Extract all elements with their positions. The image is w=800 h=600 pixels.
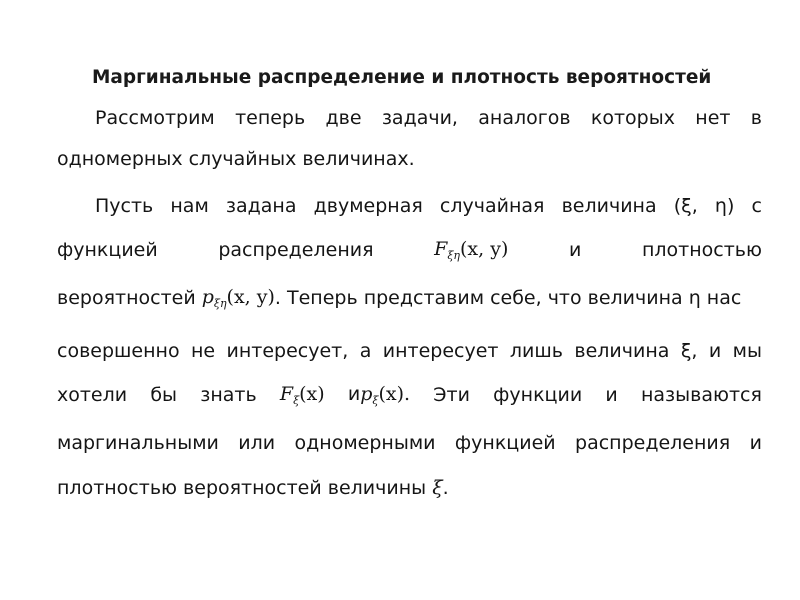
word: функцией bbox=[454, 432, 556, 454]
text-segment: . Теперь представим себе, что величина η нас bbox=[274, 287, 742, 309]
paragraph-2-line-3 bbox=[57, 280, 762, 316]
formula-args: (x) bbox=[299, 383, 325, 405]
word: Эти bbox=[433, 384, 470, 406]
text-segment: плотностью вероятностей величины bbox=[57, 477, 433, 499]
word: величина bbox=[561, 195, 657, 217]
word: аналогов bbox=[478, 107, 571, 129]
formula-base: p bbox=[360, 383, 373, 405]
word: и bbox=[605, 384, 618, 406]
paragraph-2-line-1 bbox=[95, 188, 762, 224]
word: нет bbox=[695, 107, 731, 129]
formula-base: F bbox=[434, 238, 448, 260]
word: функции bbox=[493, 384, 583, 406]
word: совершенно bbox=[57, 340, 180, 362]
word: или bbox=[238, 432, 276, 454]
formula-subscript: ξ bbox=[293, 394, 300, 407]
word: нам bbox=[170, 195, 209, 217]
word: двумерная bbox=[313, 195, 423, 217]
word: знать bbox=[200, 384, 257, 406]
word-and-formula bbox=[348, 383, 410, 407]
word: а bbox=[359, 340, 372, 362]
text-segment: . bbox=[442, 477, 449, 499]
word: с bbox=[751, 195, 762, 217]
paragraph-2-line-7 bbox=[57, 470, 762, 506]
word: и bbox=[568, 239, 582, 261]
word: в bbox=[750, 107, 762, 129]
word: маргинальными bbox=[57, 432, 219, 454]
word: и bbox=[708, 340, 722, 362]
word: задачи, bbox=[381, 107, 458, 129]
word: одномерными bbox=[294, 432, 436, 454]
formula-subscript: ξ bbox=[372, 394, 379, 407]
formula-args: (x, y) bbox=[460, 238, 509, 260]
page-title: Маргинальные распределение и плотность вероятностей bbox=[92, 67, 712, 88]
text-line: одномерных случайных величинах. bbox=[57, 148, 415, 170]
word: и bbox=[749, 432, 762, 454]
word: называются bbox=[640, 384, 762, 406]
word: Рассмотрим bbox=[95, 107, 215, 129]
formula-args: (x, y) bbox=[226, 286, 275, 308]
word: плотностью bbox=[641, 239, 762, 261]
word: η) bbox=[714, 195, 735, 217]
formula-p-xi-eta bbox=[202, 286, 275, 310]
paragraph-2-line-2 bbox=[57, 232, 762, 268]
word: распределения bbox=[218, 239, 374, 261]
word: функцией bbox=[57, 239, 158, 261]
word: хотели bbox=[57, 384, 128, 406]
word: мы bbox=[732, 340, 762, 362]
paragraph-2-line-4 bbox=[57, 333, 762, 369]
word: лишь bbox=[509, 340, 563, 362]
formula-args: (x). bbox=[378, 383, 411, 405]
word: (ξ, bbox=[673, 195, 698, 217]
word: теперь bbox=[235, 107, 306, 129]
word: не bbox=[190, 340, 216, 362]
formula-base: F bbox=[279, 383, 294, 405]
formula-base: p bbox=[201, 286, 214, 308]
word: задана bbox=[225, 195, 297, 217]
word: распределения bbox=[575, 432, 731, 454]
word: Пусть bbox=[95, 195, 154, 217]
paragraph-1-line-1 bbox=[95, 100, 762, 136]
formula-p-xi bbox=[360, 383, 410, 407]
word: случайная bbox=[439, 195, 545, 217]
word: бы bbox=[150, 384, 178, 406]
formula-F-xi-eta bbox=[434, 238, 508, 262]
word: ξ, bbox=[680, 340, 698, 362]
paragraph-2-line-6 bbox=[57, 425, 762, 461]
word: интересует bbox=[382, 340, 499, 362]
paragraph-1-line-2 bbox=[57, 141, 762, 177]
text-segment: вероятностей bbox=[57, 287, 202, 309]
word: две bbox=[325, 107, 362, 129]
formula-subscript: ξη bbox=[447, 249, 460, 262]
paragraph-2-line-5 bbox=[57, 377, 762, 413]
word: и bbox=[347, 383, 361, 405]
formula-xi: ξ bbox=[432, 477, 443, 499]
word: которых bbox=[590, 107, 675, 129]
word: интересует, bbox=[226, 340, 349, 362]
formula-F-xi bbox=[280, 383, 325, 407]
word: величина bbox=[574, 340, 670, 362]
formula-subscript: ξη bbox=[213, 297, 227, 310]
